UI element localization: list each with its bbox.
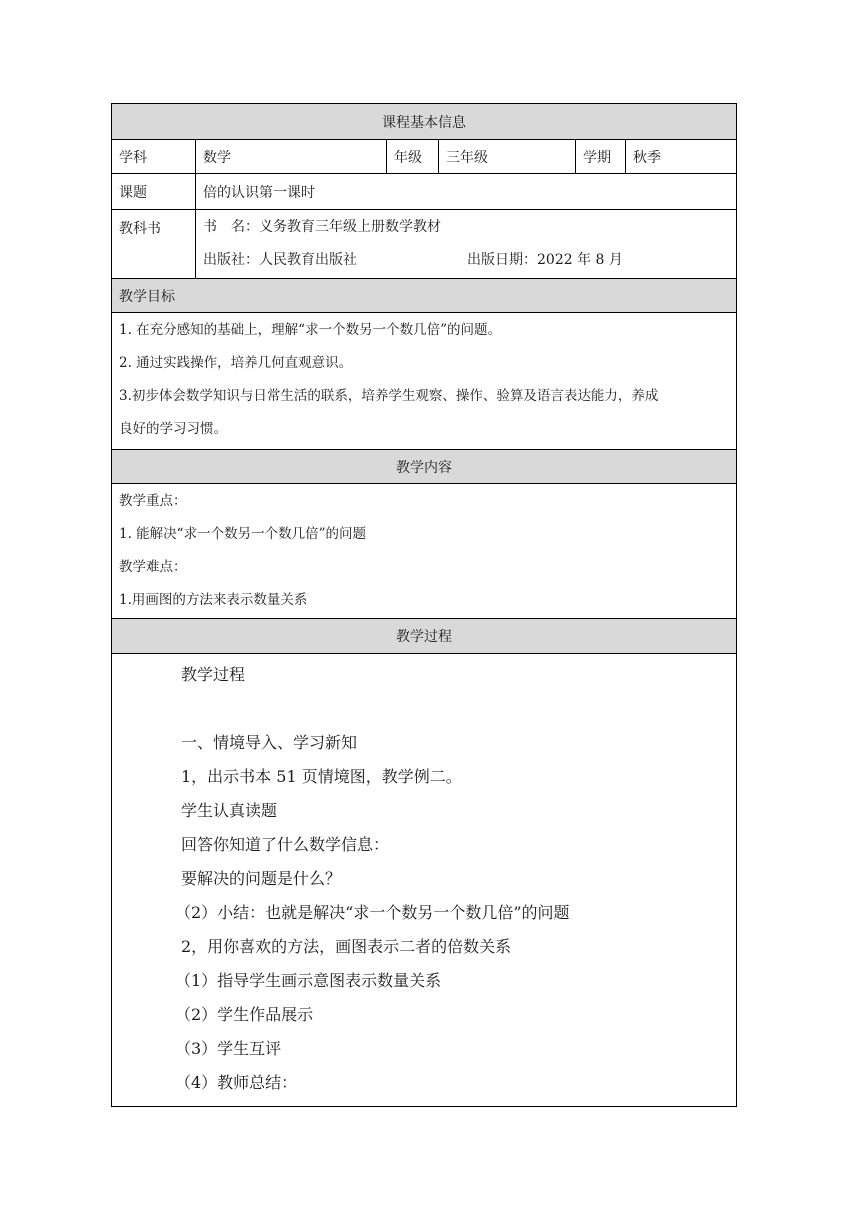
- process-line: 学生认真读题: [181, 801, 278, 820]
- objective-item: 3.初步体会数学知识与日常生活的联系，培养学生观察、操作、验算及语言表达能力，养成: [119, 388, 659, 404]
- content-title: 教学内容: [112, 450, 736, 483]
- book-name: 书 名：义务教育三年级上册数学教材: [203, 219, 441, 235]
- process-line: 教学过程: [181, 665, 246, 684]
- textbook-label: 教科书: [119, 221, 161, 237]
- subject-row: [112, 140, 736, 174]
- objective-item: 2. 通过实践操作，培养几何直观意识。: [119, 355, 353, 371]
- process-line: （2）学生作品展示: [175, 1005, 314, 1024]
- key-points-label: 教学重点：: [119, 493, 187, 509]
- publisher: 出版社：人民教育出版社: [203, 252, 357, 268]
- objectives-list: [112, 313, 736, 449]
- process-line: （1）指导学生画示意图表示数量关系: [175, 971, 442, 990]
- process-line: 1，出示书本 51 页情境图，教学例二。: [181, 767, 462, 786]
- textbook-row: [112, 210, 736, 279]
- lesson-plan-table: [111, 103, 737, 1107]
- topic-row: [112, 174, 736, 210]
- content-list: [112, 484, 736, 618]
- process-content: [112, 654, 736, 1106]
- process-line: （3）学生互评: [175, 1039, 282, 1058]
- process-title: 教学过程: [112, 619, 736, 653]
- objectives-title: 教学目标: [112, 279, 736, 312]
- term-label: 学期: [575, 140, 625, 173]
- content-body-row: [112, 484, 736, 619]
- objectives-header-row: [112, 279, 736, 313]
- subject-value: 数学: [195, 140, 386, 173]
- process-line: 回答你知道了什么数学信息：: [181, 835, 390, 854]
- term-value: 秋季: [625, 140, 736, 173]
- key-point-item: 1. 能解决“求一个数另一个数几倍”的问题: [119, 526, 366, 542]
- textbook-info: [195, 210, 736, 278]
- process-line: 2，用你喜欢的方法，画图表示二者的倍数关系: [181, 937, 512, 956]
- topic-label: 课题: [119, 184, 147, 201]
- objective-item: 良好的学习习惯。: [119, 421, 227, 437]
- objectives-body-row: [112, 313, 736, 450]
- topic-value: 倍的认识第一课时: [195, 174, 736, 209]
- publish-date: 出版日期：2022 年 8 月: [467, 252, 623, 268]
- difficult-points-label: 教学难点：: [119, 559, 187, 575]
- publisher-line: [203, 244, 623, 277]
- grade-value: 三年级: [438, 140, 575, 173]
- basic-info-title: 课程基本信息: [112, 104, 736, 139]
- grade-label: 年级: [386, 140, 438, 173]
- subject-label: 学科: [119, 149, 147, 166]
- process-header-row: [112, 619, 736, 654]
- process-line: 一、情境导入、学习新知: [181, 733, 358, 752]
- objective-item: 1. 在充分感知的基础上，理解“求一个数另一个数几倍”的问题。: [119, 322, 501, 338]
- process-body-row: [112, 654, 736, 1106]
- basic-info-header-row: [112, 104, 736, 140]
- process-line: （2）小结：也就是解决“求一个数另一个数几倍”的问题: [175, 903, 570, 922]
- blank-line: [181, 692, 736, 726]
- difficult-point-item: 1.用画图的方法来表示数量关系: [119, 592, 308, 608]
- process-line: 要解决的问题是什么？: [181, 869, 342, 888]
- process-line: （4）教师总结：: [175, 1073, 298, 1092]
- content-header-row: [112, 450, 736, 484]
